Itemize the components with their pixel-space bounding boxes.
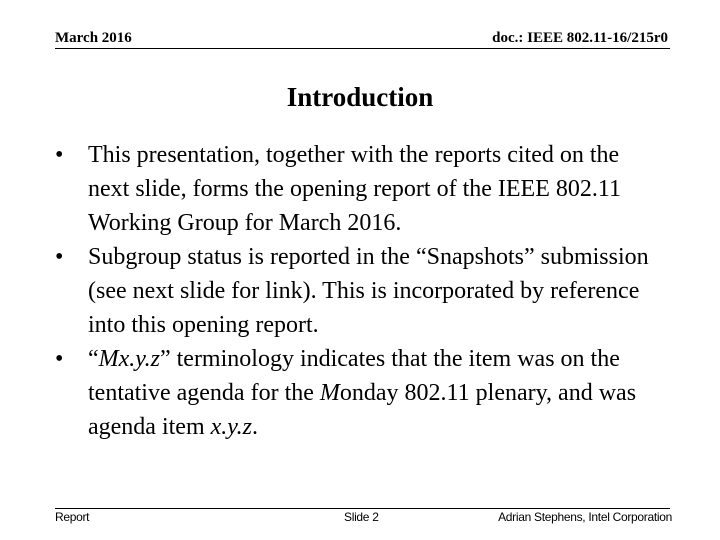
bullet-text-segment: Subgroup status is reported in the “Snapshots” submission (see next slide for link). This is incorporated by reference into this opening report. bbox=[88, 244, 649, 338]
slide-title: Introduction bbox=[286, 82, 434, 112]
footer-author: Adrian Stephens, Intel Corporation bbox=[498, 510, 672, 524]
bullet-item bbox=[55, 240, 665, 342]
footer-divider bbox=[55, 508, 670, 509]
bullet-item bbox=[55, 342, 665, 444]
bullet-text bbox=[88, 244, 649, 338]
bullet-icon: • bbox=[55, 346, 64, 372]
header-divider bbox=[55, 48, 670, 49]
footer-document-type: Report bbox=[55, 510, 90, 524]
bullet-text bbox=[88, 346, 636, 440]
bullet-text-segment-italic: M bbox=[319, 380, 340, 406]
bullet-icon: • bbox=[55, 142, 64, 168]
bullet-text bbox=[88, 142, 621, 236]
bullet-icon: • bbox=[55, 244, 64, 270]
bullet-list bbox=[55, 138, 665, 444]
bullet-text-segment-italic: Mx.y.z bbox=[98, 346, 160, 372]
header-document-id: doc.: IEEE 802.11-16/215r0 bbox=[492, 30, 668, 46]
bullet-item bbox=[55, 138, 665, 240]
header-date: March 2016 bbox=[55, 30, 132, 46]
footer-slide-number: Slide 2 bbox=[344, 510, 379, 524]
bullet-text-segment: . bbox=[251, 414, 258, 440]
bullet-text-segment: onday 802.11 plenary, and was agenda item bbox=[88, 380, 637, 440]
bullet-text-segment: “ bbox=[88, 346, 99, 372]
bullet-text-segment: This presentation, together with the reports cited on the next slide, forms the opening report of the IEEE 802.11 Working Group for March 2016. bbox=[88, 142, 621, 236]
bullet-text-segment: ” terminology indicates that the item was on the tentative agenda for the bbox=[88, 346, 620, 406]
bullet-text-segment-italic: x.y.z bbox=[210, 414, 252, 440]
